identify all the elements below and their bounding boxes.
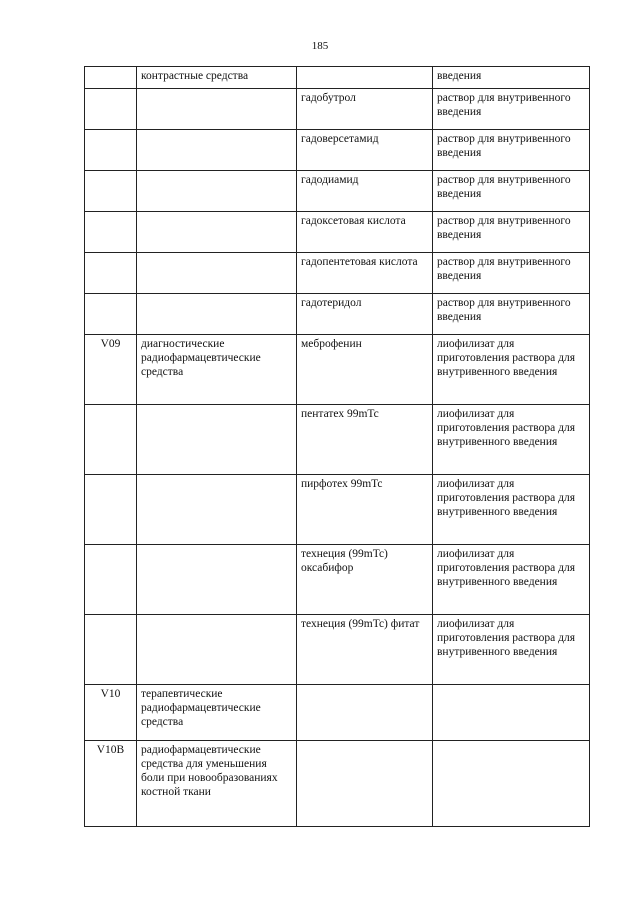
table-row: [85, 212, 590, 253]
table-row: [85, 685, 590, 741]
dosage-form-cell: раствор для внутривенного введения: [433, 294, 590, 335]
drug-name-cell: [297, 685, 433, 741]
table-row: [85, 130, 590, 171]
table-row: [85, 294, 590, 335]
group-cell: [137, 294, 297, 335]
atc-code-cell: [85, 405, 137, 475]
table-row: [85, 405, 590, 475]
table-row: [85, 475, 590, 545]
group-cell: [137, 253, 297, 294]
group-cell: [137, 475, 297, 545]
drug-name-cell: [297, 67, 433, 89]
dosage-form-cell: [433, 685, 590, 741]
dosage-form-cell: лиофилизат для приготовления раствора для внутривенного введения: [433, 335, 590, 405]
group-cell: [137, 405, 297, 475]
group-cell: контрастные средства: [137, 67, 297, 89]
atc-code-cell: V09: [85, 335, 137, 405]
atc-code-cell: [85, 89, 137, 130]
table-row: [85, 545, 590, 615]
dosage-form-cell: лиофилизат для приготовления раствора для внутривенного введения: [433, 615, 590, 685]
table-row: [85, 741, 590, 827]
drug-name-cell: гадопентетовая кислота: [297, 253, 433, 294]
drug-name-cell: меброфенин: [297, 335, 433, 405]
dosage-form-cell: раствор для внутривенного введения: [433, 130, 590, 171]
drug-name-cell: пирфотех 99mTc: [297, 475, 433, 545]
atc-code-cell: [85, 615, 137, 685]
table-row: [85, 253, 590, 294]
drug-name-cell: гадобутрол: [297, 89, 433, 130]
drug-table: [84, 66, 590, 827]
drug-name-cell: гадотеридол: [297, 294, 433, 335]
atc-code-cell: [85, 130, 137, 171]
group-cell: [137, 130, 297, 171]
drug-name-cell: технеция (99mTc) фитат: [297, 615, 433, 685]
drug-name-cell: пентатех 99mTc: [297, 405, 433, 475]
dosage-form-cell: раствор для внутривенного введения: [433, 89, 590, 130]
dosage-form-cell: раствор для внутривенного введения: [433, 253, 590, 294]
dosage-form-cell: раствор для внутривенного введения: [433, 171, 590, 212]
table-row: [85, 89, 590, 130]
atc-code-cell: V10B: [85, 741, 137, 827]
group-cell: [137, 615, 297, 685]
atc-code-cell: [85, 475, 137, 545]
table-row: [85, 615, 590, 685]
dosage-form-cell: [433, 741, 590, 827]
group-cell: терапевтические радиофармацевтические средства: [137, 685, 297, 741]
drug-name-cell: гадоксетовая кислота: [297, 212, 433, 253]
drug-name-cell: технеция (99mTc) оксабифор: [297, 545, 433, 615]
table-row: [85, 335, 590, 405]
group-cell: диагностические радиофармацевтические средства: [137, 335, 297, 405]
drug-name-cell: гадодиамид: [297, 171, 433, 212]
page-number: 185: [311, 40, 329, 52]
atc-code-cell: [85, 545, 137, 615]
atc-code-cell: V10: [85, 685, 137, 741]
group-cell: [137, 171, 297, 212]
atc-code-cell: [85, 67, 137, 89]
table-row: [85, 67, 590, 89]
group-cell: [137, 212, 297, 253]
dosage-form-cell: раствор для внутривенного введения: [433, 212, 590, 253]
group-cell: [137, 89, 297, 130]
atc-code-cell: [85, 253, 137, 294]
atc-code-cell: [85, 212, 137, 253]
dosage-form-cell: лиофилизат для приготовления раствора для внутривенного введения: [433, 545, 590, 615]
dosage-form-cell: лиофилизат для приготовления раствора для внутривенного введения: [433, 405, 590, 475]
dosage-form-cell: лиофилизат для приготовления раствора для внутривенного введения: [433, 475, 590, 545]
drug-name-cell: [297, 741, 433, 827]
atc-code-cell: [85, 294, 137, 335]
atc-code-cell: [85, 171, 137, 212]
dosage-form-cell: введения: [433, 67, 590, 89]
table-row: [85, 171, 590, 212]
group-cell: радиофармацевтические средства для уменьшения боли при новообразованиях костной ткани: [137, 741, 297, 827]
drug-name-cell: гадоверсетамид: [297, 130, 433, 171]
group-cell: [137, 545, 297, 615]
